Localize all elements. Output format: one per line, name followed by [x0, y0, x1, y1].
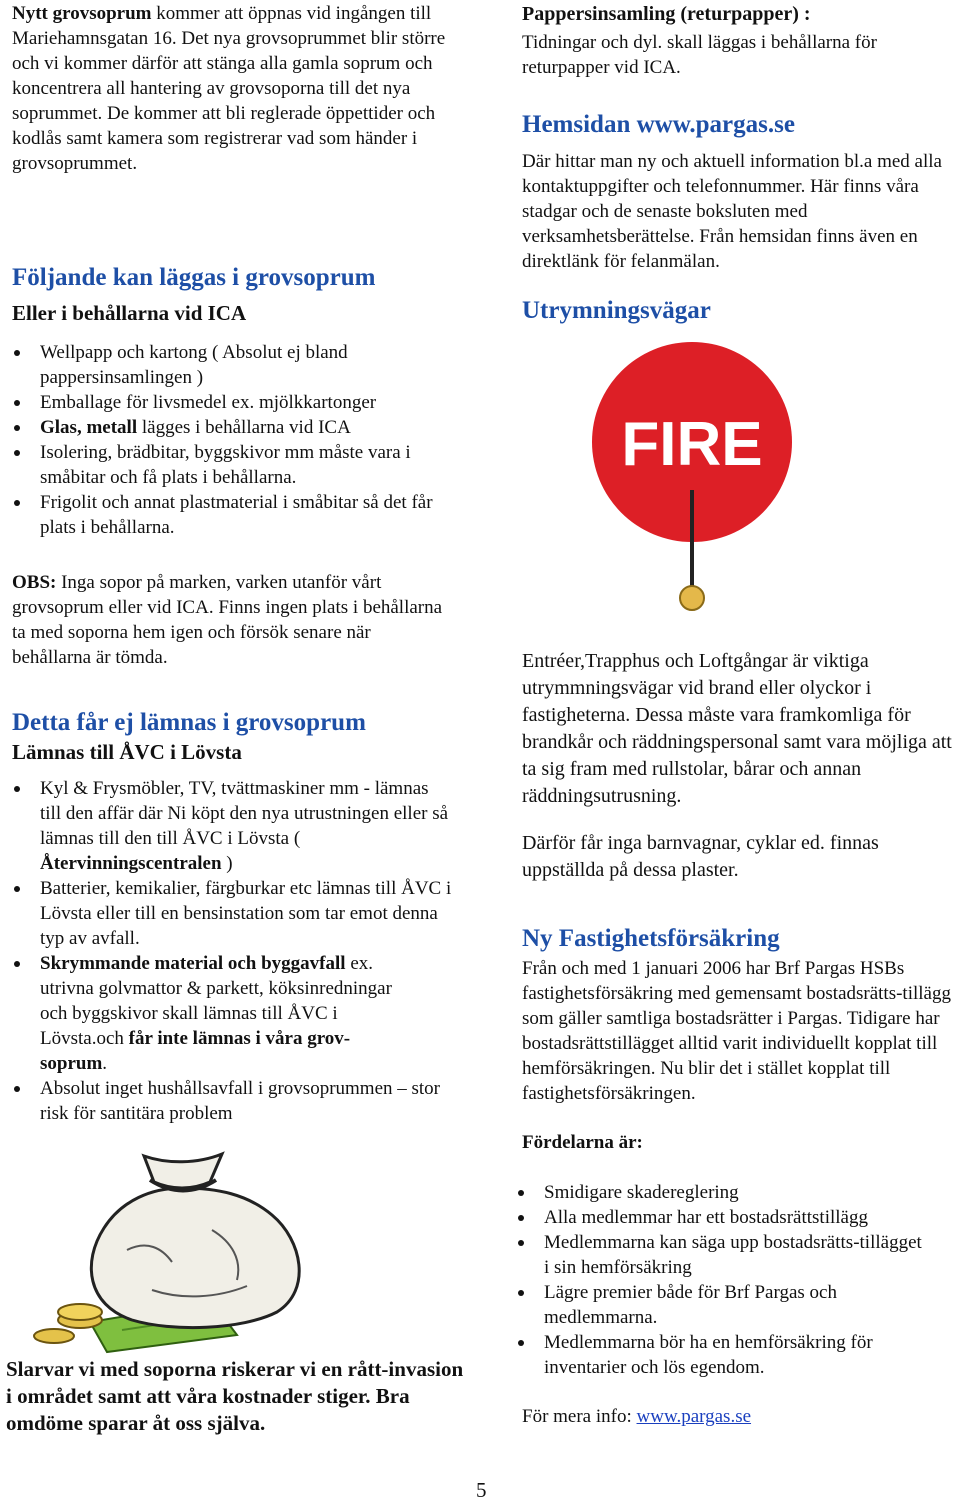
list-item [12, 776, 452, 876]
page-number: 5 [476, 1478, 487, 1502]
fire-lever-knob [680, 586, 704, 610]
forbidden-list [12, 776, 452, 1126]
insurance-text: Från och med 1 januari 2006 har Brf Pargas HSBs fastighetsförsäkring med gemensamt bostadsrätts-tillägg som gäller samtliga bostadsrätter i Pargas. Tidigare har bostadsrättstillägget alltid varit individuellt kopplat till hemförsäkringen. Nu blir det i stället kopplat till fastighetsförsäkringen. [522, 958, 951, 1104]
list-item: Wellpapp och kartong ( Absolut ej bland pappersinsamlingen ) [12, 340, 452, 390]
allowed-list [12, 340, 452, 540]
more-info-label: För mera info: [522, 1406, 637, 1427]
list-item [12, 951, 417, 1076]
list-item-text: lägges i behållarna vid ICA [137, 417, 351, 438]
paper-text: Tidningar och dyl. skall läggas i behållarna för returpapper vid ICA. [522, 32, 877, 78]
list-item: Medlemmarna kan säga upp bostadsrätts-tillägget i sin hemförsäkring [516, 1230, 926, 1280]
list-item-text-end: ) [221, 853, 233, 874]
list-item: Alla medlemmar har ett bostadsrättstillägg [516, 1205, 926, 1230]
intro-text: kommer att öppnas vid ingången till Mariehamnsgatan 16. Det nya grovsoprummet blir större och vi kommer därför att stänga alla gamla soprum och koncentrera all hantering av grovsoporna till det nya soprummet. De kommer att bli reglerade öppettider och kodlås samt kamera som registrerar vad som händer i grovsoprummet. [12, 3, 446, 174]
list-item-text: Kyl & Frysmöbler, TV, tvättmaskiner mm - lämnas till den affär där Ni köpt den nya utrustningen eller så lämnas till den till ÅVC i Lövsta ( [40, 778, 449, 849]
fire-label: FIRE [621, 410, 763, 479]
list-item: Medlemmarna bör ha en hemförsäkring för inventarier och lös egendom. [516, 1330, 926, 1380]
money-bag-illustration [32, 1130, 332, 1355]
insurance-heading: Ny Fastighetsförsäkring [522, 925, 780, 952]
list-item-bold: Återvinningscentralen [40, 853, 222, 874]
benefits-list [516, 1180, 926, 1380]
list-item-bold: Glas, metall [40, 417, 138, 438]
obs-paragraph [12, 570, 452, 670]
paper-heading: Pappersinsamling (returpapper) : [522, 3, 811, 25]
more-info [522, 1404, 751, 1429]
list-item: Lägre premier både för Brf Pargas och medlemmarna. [516, 1280, 926, 1330]
allowed-subheading: Eller i behållarna vid ICA [12, 301, 247, 325]
list-item [12, 415, 452, 440]
benefits-heading: Fördelarna är: [522, 1132, 643, 1153]
list-item: Frigolit och annat plastmaterial i småbitar så det får plats i behållarna. [12, 490, 452, 540]
list-item-bold-2: får inte lämnas i våra grov-soprum [40, 1028, 351, 1074]
fire-lever-stick [690, 490, 694, 590]
escape-heading: Utrymningsvägar [522, 297, 711, 324]
list-item-bold: Skrymmande material och byggavfall [40, 953, 346, 974]
obs-label: OBS: [12, 572, 57, 593]
forbidden-heading: Detta får ej lämnas i grovsoprum [12, 709, 366, 736]
list-item-text: ex. utrivna golvmattor & parkett, köksinredningar och byggskivor skall lämnas till ÅVC i Lövsta.och [40, 953, 392, 1049]
forbidden-subheading: Lämnas till ÅVC i Lövsta [12, 740, 242, 764]
list-item-text-end: . [102, 1053, 108, 1074]
website-link[interactable]: www.pargas.se [636, 1406, 752, 1427]
website-text: Där hittar man ny och aktuell information bl.a med alla kontaktuppgifter och telefonnummer. Här finns våra stadgar och de senaste boksluten med verksamhetsberättelse. Från hemsidan finns även en direktlänk för felanmälan. [522, 151, 942, 272]
list-item: Isolering, brädbitar, byggskivor mm måste vara i småbitar och få plats i behållarna. [12, 440, 452, 490]
intro-title: Nytt grovsoprum [12, 3, 152, 24]
obs-text: Inga sopor på marken, varken utanför vårt grovsoprum eller vid ICA. Finns ingen plats i behållarna ta med soporna hem igen och försök senare när behållarna är tömda. [12, 572, 443, 668]
list-item: Emballage för livsmedel ex. mjölkkartonger [12, 390, 452, 415]
list-item: Absolut inget hushållsavfall i grovsoprummen – stor risk för santitära problem [12, 1076, 452, 1126]
allowed-heading: Följande kan läggas i grovsoprum [12, 264, 376, 291]
intro-paragraph [12, 1, 452, 176]
escape-text-2: Därför får inga barnvagnar, cyklar ed. finnas uppställda på dessa plaster. [522, 832, 879, 881]
coins-shape [34, 1304, 102, 1343]
website-heading: Hemsidan www.pargas.se [522, 111, 795, 138]
fire-alarm-illustration [562, 340, 822, 620]
list-item: Batterier, kemikalier, färgburkar etc lämnas till ÅVC i Lövsta eller till en bensinstation som tar emot denna typ av avfall. [12, 876, 452, 951]
warning-text: Slarvar vi med soporna riskerar vi en rått-invasion i området samt att våra kostnader stiger. Bra omdöme sparar åt oss själva. [6, 1357, 464, 1435]
bag-shape [91, 1154, 299, 1328]
escape-text-1: Entréer,Trapphus och Loftgångar är viktiga utrymmningsvägar vid brand eller olyckor i fastigheterna. Dessa måste vara framkomliga för brandkår och räddningspersonal samt vara möjliga att ta sig fram med rullstolar, bårar och annan räddningsutrusning. [522, 650, 952, 807]
list-item: Smidigare skadereglering [516, 1180, 926, 1205]
